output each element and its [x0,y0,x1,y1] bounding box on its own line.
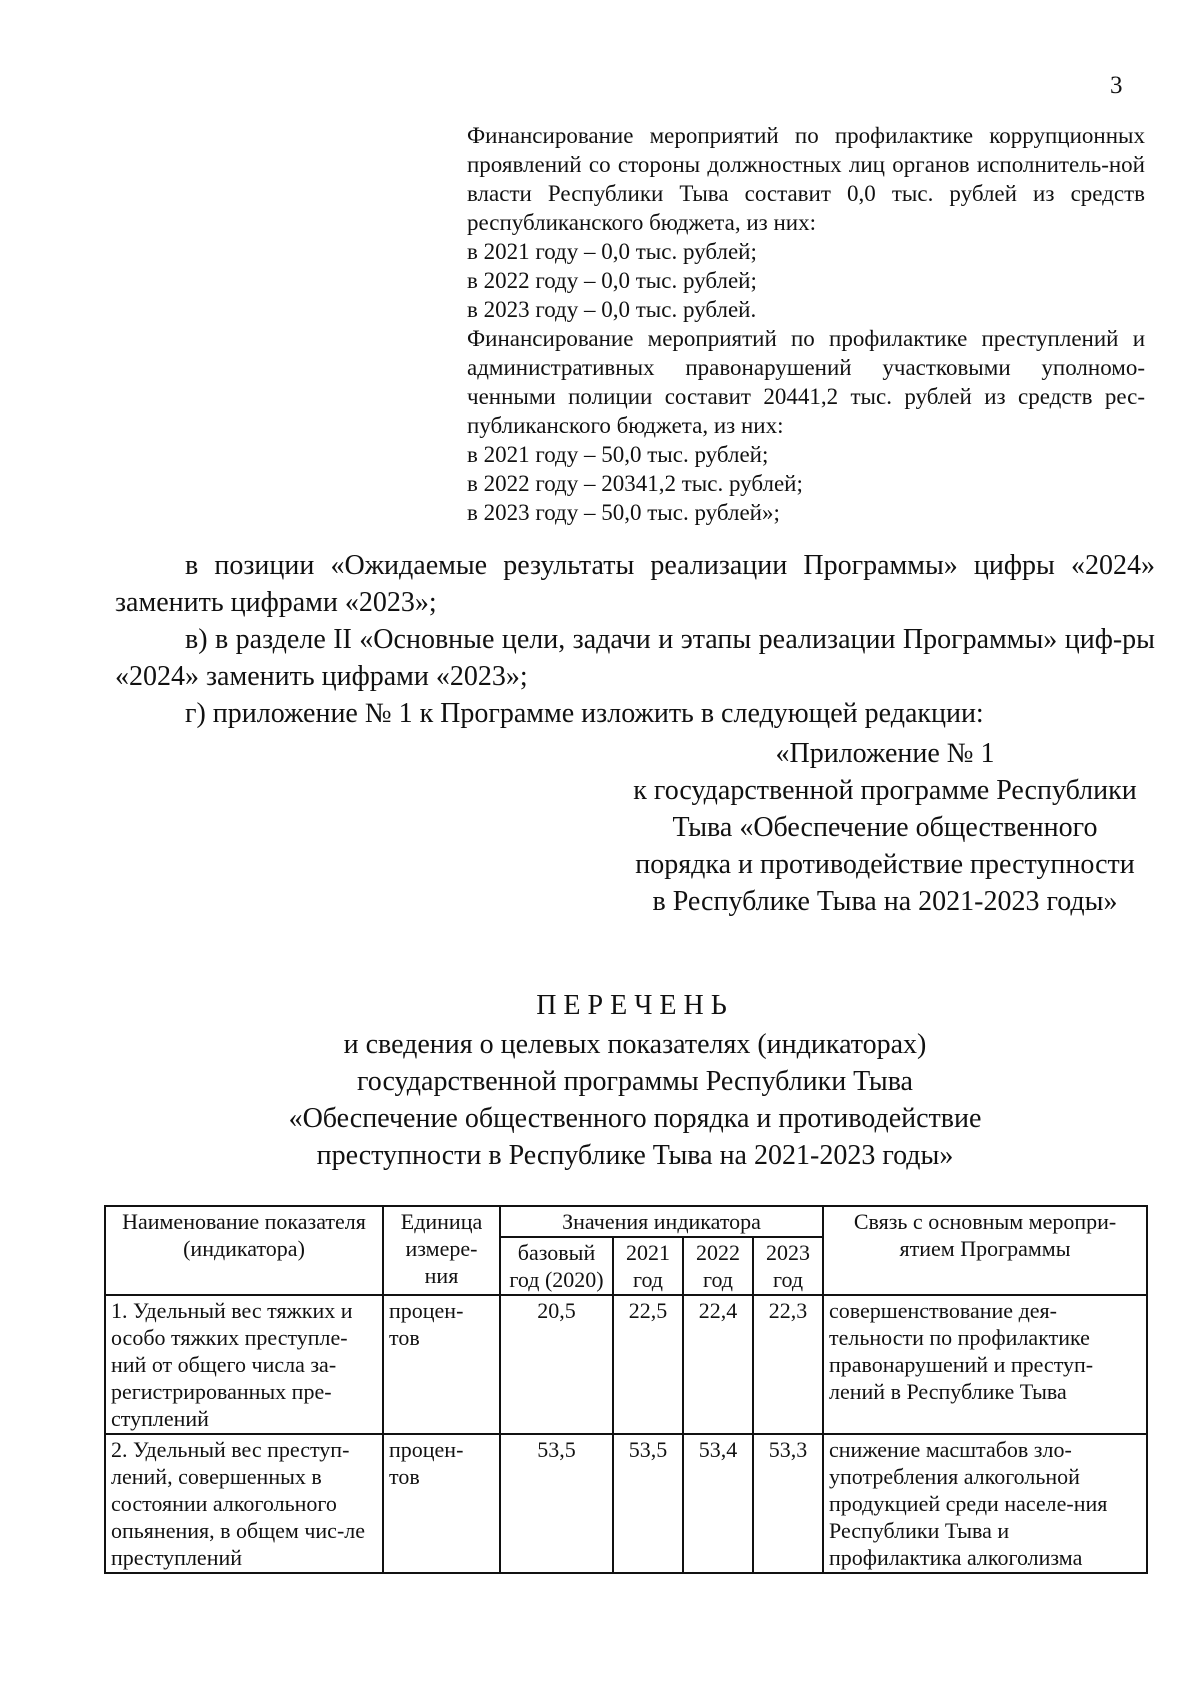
title-line: и сведения о целевых показателях (индикаторах) [343,1029,927,1060]
amendment-paragraph-section-2: в) в разделе II «Основные цели, задачи и этапы реализации Программы» циф-ры «2024» заменить цифрами «2023»; [115,624,1155,692]
cell-base-value: 53,5 [500,1434,613,1573]
amendment-paragraph-appendix: г) приложение № 1 к Программе изложить в следующей редакции: [185,698,984,729]
cell-value-2022: 53,4 [683,1434,753,1573]
cell-value-2021: 22,5 [613,1295,683,1434]
funding-item: в 2023 году – 50,0 тыс. рублей»; [467,500,780,525]
funding-item: в 2022 году – 0,0 тыс. рублей; [467,268,757,293]
header-year-2022: 2022 год [683,1237,753,1295]
cell-value-2021: 53,5 [613,1434,683,1573]
funding-paragraph-police: Финансирование мероприятий по профилактике преступлений и административных правонарушений участковыми уполномо-ченными полиции составит 20441,2 тыс. рублей из средств рес-публиканского бюджета, из них: [467,326,1145,438]
cell-program-link: совершенствование дея-тельности по профилактике правонарушений и преступ-лений в Республике Тыва [823,1295,1147,1434]
funding-item: в 2022 году – 20341,2 тыс. рублей; [467,471,803,496]
cell-value-2023: 53,3 [753,1434,823,1573]
funding-item: в 2021 году – 50,0 тыс. рублей; [467,442,769,467]
header-indicator-values: Значения индикатора [500,1206,823,1237]
cell-value-2023: 22,3 [753,1295,823,1434]
amendment-paragraph-results: в позиции «Ожидаемые результаты реализации Программы» цифры «2024» заменить цифрами «2023»; [115,550,1155,618]
appendix-header-line: Тыва «Обеспечение общественного [672,812,1098,843]
appendix-header [600,735,1170,920]
appendix-header-line: в Республике Тыва на 2021-2023 годы» [652,886,1118,917]
appendix-header-line: к государственной программе Республики [633,775,1137,806]
document-title [115,987,1155,1174]
cell-program-link: снижение масштабов зло-употребления алкогольной продукцией среди населе-ния Республики Тыва и профилактика алкоголизма [823,1434,1147,1573]
header-indicator-name: Наименование показателя (индикатора) [105,1206,383,1295]
funding-item: в 2021 году – 0,0 тыс. рублей; [467,239,757,264]
appendix-header-line: порядка и противодействие преступности [635,849,1135,880]
title-heading: ПЕРЕЧЕНЬ [536,990,734,1021]
title-line: преступности в Республике Тыва на 2021-2023 годы» [316,1140,954,1171]
header-base-year: базовый год (2020) [500,1237,613,1295]
cell-unit: процен-тов [383,1434,500,1573]
cell-indicator-name: 1. Удельный вес тяжких и особо тяжких преступле-ний от общего числа за-регистрированных пре-ступлений [105,1295,383,1434]
cell-indicator-name: 2. Удельный вес преступ-лений, совершенных в состоянии алкогольного опьянения, в общем чис-ле преступлений [105,1434,383,1573]
table-row [105,1295,1147,1434]
title-line: «Обеспечение общественного порядка и противодействие [288,1103,982,1134]
funding-block [467,121,1145,527]
amendment-text [115,547,1155,732]
table-row [105,1434,1147,1573]
page-number: 3 [1110,72,1123,99]
cell-base-value: 20,5 [500,1295,613,1434]
header-year-2023: 2023 год [753,1237,823,1295]
table-header-row [105,1206,1147,1237]
cell-value-2022: 22,4 [683,1295,753,1434]
cell-unit: процен-тов [383,1295,500,1434]
appendix-header-line: «Приложение № 1 [775,738,995,769]
header-unit: Единица измере-ния [383,1206,500,1295]
indicators-table [104,1205,1148,1574]
header-program-link: Связь с основным меропри-ятием Программы [823,1206,1147,1295]
funding-paragraph-corruption: Финансирование мероприятий по профилактике коррупционных проявлений со стороны должностных лиц органов исполнитель-ной власти Республики Тыва составит 0,0 тыс. рублей из средств республиканского бюджета, из них: [467,123,1145,235]
funding-item: в 2023 году – 0,0 тыс. рублей. [467,297,757,322]
header-year-2021: 2021 год [613,1237,683,1295]
title-line: государственной программы Республики Тыва [357,1066,913,1097]
